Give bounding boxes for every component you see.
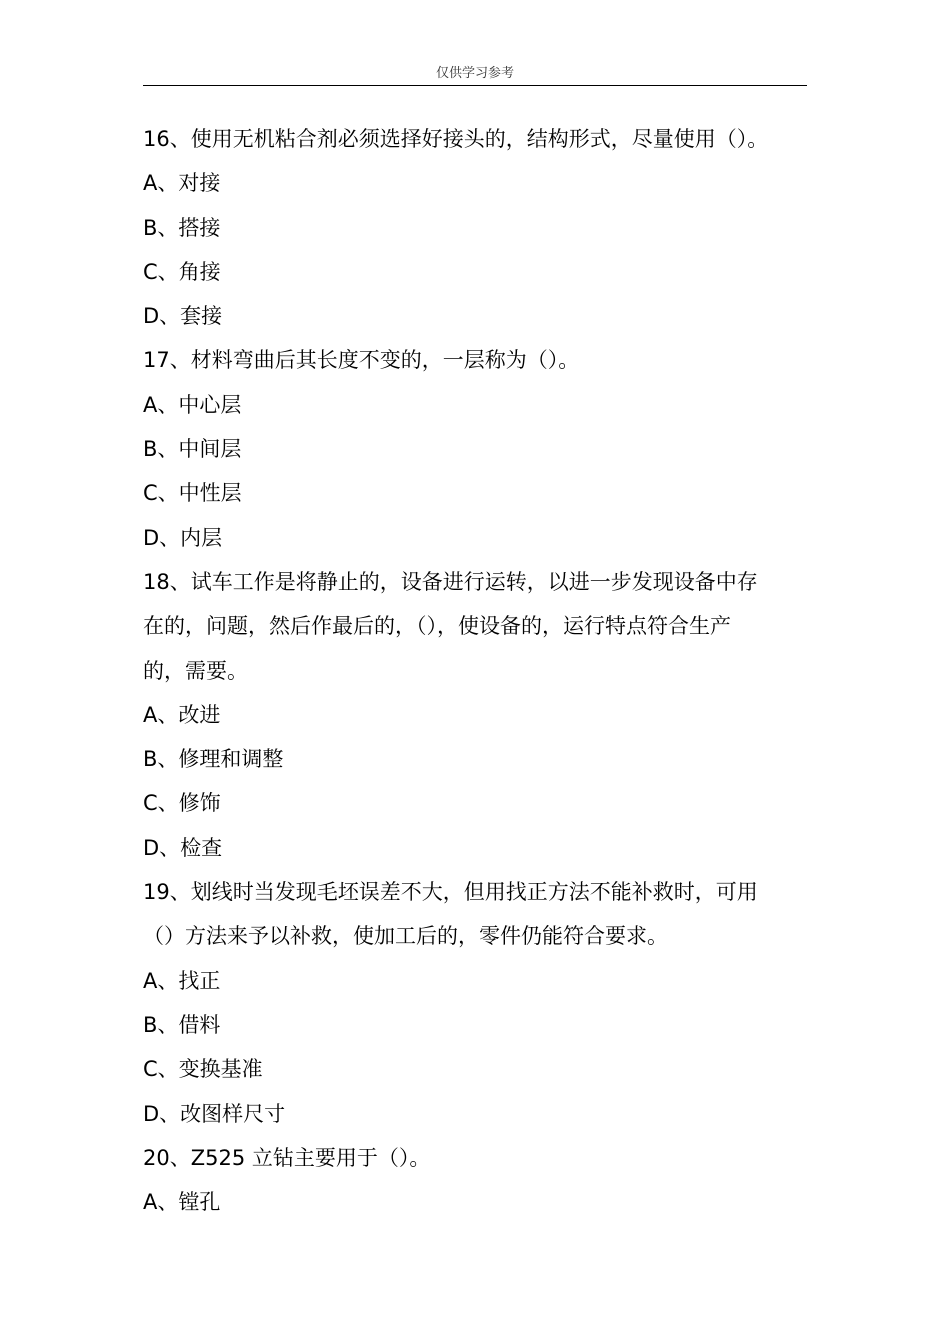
document-body xyxy=(143,117,807,1224)
question-18-option-d: D、检查 xyxy=(143,835,223,860)
question-19-text-line-1: 19、划线时当发现毛坯误差不大，但用找正方法不能补救时，可用 xyxy=(143,880,758,905)
question-16-option-a: A、对接 xyxy=(143,171,221,196)
question-17-option-a: A、中心层 xyxy=(143,392,242,417)
question-18-text-line-1: 18、试车工作是将静止的，设备进行运转，以进一步发现设备中存 xyxy=(143,569,758,594)
question-19-text-line-2: （）方法来予以补救，使加工后的，零件仍能符合要求。 xyxy=(143,924,668,949)
question-17-option-b: B、中间层 xyxy=(143,437,242,462)
question-19-option-a: A、找正 xyxy=(143,968,221,993)
question-19-option-b: B、借料 xyxy=(143,1012,221,1037)
question-16-option-b: B、搭接 xyxy=(143,215,221,240)
question-18-option-c: C、修饰 xyxy=(143,791,221,816)
question-20-text: 20、Z525 立钻主要用于（）。 xyxy=(143,1145,431,1170)
question-18-text-line-2: 在的，问题，然后作最后的，（），使设备的，运行特点符合生产 xyxy=(143,614,731,639)
question-17-option-d: D、内层 xyxy=(143,525,223,550)
question-17-option-c: C、中性层 xyxy=(143,481,242,506)
page-header: 仅供学习参考 xyxy=(435,66,514,81)
question-18-text-line-3: 的，需要。 xyxy=(143,658,248,683)
question-16-option-c: C、角接 xyxy=(143,259,221,284)
question-18-option-b: B、修理和调整 xyxy=(143,747,284,772)
question-18-option-a: A、改进 xyxy=(143,702,221,727)
question-19-option-d: D、改图样尺寸 xyxy=(143,1101,286,1126)
question-16-option-d: D、套接 xyxy=(143,304,223,329)
question-19-option-c: C、变换基准 xyxy=(143,1057,263,1082)
question-16-text: 16、使用无机粘合剂必须选择好接头的，结构形式，尽量使用（）。 xyxy=(143,127,769,151)
question-20-option-a: A、镗孔 xyxy=(143,1190,221,1215)
question-17-text: 17、材料弯曲后其长度不变的，一层称为（）。 xyxy=(143,348,580,373)
header-divider xyxy=(143,85,807,86)
